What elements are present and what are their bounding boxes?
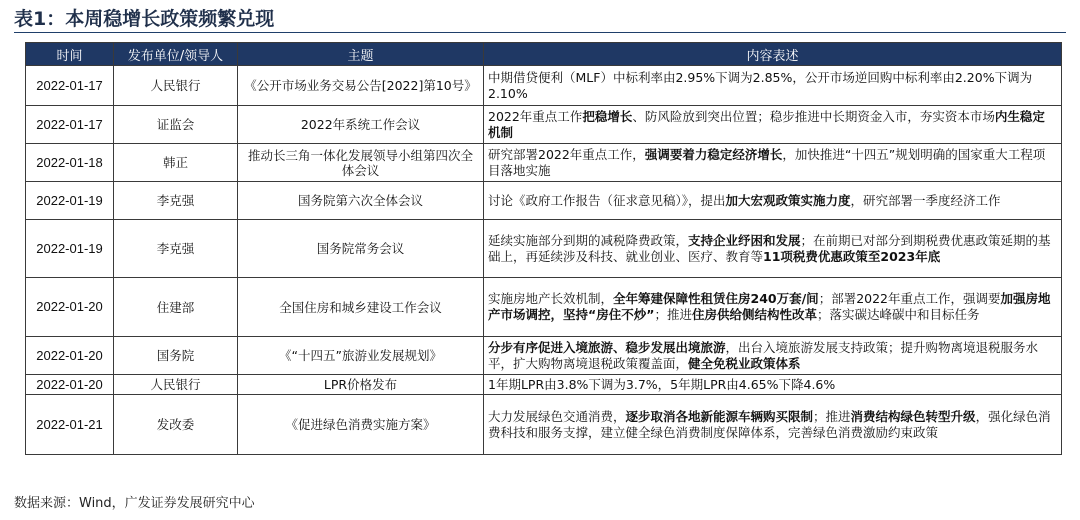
cell-publisher: 证监会 [114, 106, 238, 144]
cell-topic: 2022年系统工作会议 [238, 106, 484, 144]
cell-content [484, 66, 1062, 106]
cell-date: 2022-01-19 [26, 182, 114, 220]
cell-date: 2022-01-19 [26, 220, 114, 278]
cell-date: 2022-01-20 [26, 375, 114, 395]
content-text: 2022年重点工作 [488, 108, 583, 124]
content-emphasis: 加大宏观政策实施力度 [725, 192, 851, 208]
cell-content [484, 337, 1062, 375]
cell-date: 2022-01-17 [26, 106, 114, 144]
cell-publisher: 韩正 [114, 144, 238, 182]
table-row [26, 395, 1062, 455]
content-text: ，加快推进“十四五”规划明确的国家重大工程项目落地实施 [488, 146, 1046, 178]
content-text: 实施房地产长效机制， [488, 291, 614, 307]
cell-publisher: 李克强 [114, 220, 238, 278]
policy-table [25, 42, 1062, 455]
title-rule [14, 32, 1066, 33]
table-row [26, 106, 1062, 144]
content-emphasis: 分步有序促进入境旅游、稳步发展出境旅游 [488, 339, 726, 355]
cell-content [484, 144, 1062, 182]
content-emphasis: 支持企业纾困和发展 [688, 232, 801, 248]
cell-publisher: 国务院 [114, 337, 238, 375]
content-text: ；推进 [654, 307, 692, 322]
cell-content [484, 182, 1062, 220]
table-title: 表1：本周稳增长政策频繁兑现 [14, 8, 275, 30]
header-content: 内容表述 [484, 43, 1062, 66]
cell-content [484, 395, 1062, 455]
data-source-note: 数据来源：Wind，广发证券发展研究中心 [14, 496, 255, 511]
cell-topic: LPR价格发布 [238, 375, 484, 395]
table-row [26, 278, 1062, 337]
header-publisher: 发布单位/领导人 [114, 43, 238, 66]
content-text: 、防风险放到突出位置；稳步推进中长期资金入市，夯实资本市场 [632, 108, 995, 124]
cell-content [484, 220, 1062, 278]
content-emphasis: 11项税费优惠政策至2023年底 [763, 248, 941, 264]
cell-topic: 国务院常务会议 [238, 220, 484, 278]
content-text: 大力发展绿色交通消费， [488, 408, 626, 424]
content-text: ；落实碳达峰碳中和目标任务 [816, 307, 980, 322]
table-row [26, 375, 1062, 395]
content-text: ，强化绿色消费科技和服务支撑，建立健全绿色消费制度保障体系，完善绿色消费激励约束政策 [488, 408, 1051, 440]
content-emphasis: 住房供给侧结构性改革 [691, 307, 817, 322]
cell-date: 2022-01-18 [26, 144, 114, 182]
cell-topic: 推动长三角一体化发展领导小组第四次全体会议 [238, 144, 484, 182]
content-text: 1年期LPR由3.8%下调为3.7%，5年期LPR由4.65%下降4.6% [488, 376, 836, 392]
cell-content [484, 278, 1062, 337]
cell-content [484, 375, 1062, 395]
content-emphasis: 把稳增长 [582, 108, 633, 124]
content-text: 讨论《政府工作报告（征求意见稿）》，提出 [488, 192, 726, 208]
header-topic: 主题 [238, 43, 484, 66]
content-emphasis: 内生稳定机制 [488, 108, 1045, 140]
table-row [26, 66, 1062, 106]
cell-date: 2022-01-20 [26, 337, 114, 375]
cell-publisher: 发改委 [114, 395, 238, 455]
content-text: 延续实施部分到期的减税降费政策， [488, 232, 689, 248]
content-emphasis: 消费结构绿色转型升级 [850, 408, 976, 424]
cell-publisher: 人民银行 [114, 66, 238, 106]
cell-publisher: 住建部 [114, 278, 238, 337]
table-row [26, 144, 1062, 182]
content-emphasis: 全年筹建保障性租赁住房240万套/间 [613, 291, 819, 307]
table-row [26, 220, 1062, 278]
cell-topic: 《公开市场业务交易公告[2022]第10号》 [238, 66, 484, 106]
cell-topic: 《促进绿色消费实施方案》 [238, 395, 484, 455]
cell-content [484, 106, 1062, 144]
content-text: ；部署2022年重点工作，强调要 [818, 291, 1001, 307]
content-text: 研究部署2022年重点工作， [488, 146, 645, 162]
cell-date: 2022-01-21 [26, 395, 114, 455]
content-emphasis: 强调要着力稳定经济增长 [644, 146, 783, 162]
content-text: ；在前期已对部分到期税费优惠政策延期的基础上，再延续涉及科技、就业创业、医疗、教育等 [488, 232, 1051, 264]
cell-date: 2022-01-20 [26, 278, 114, 337]
content-text: ；推进 [813, 408, 851, 424]
content-emphasis: 加强房地产市场调控，坚持“房住不炒” [488, 291, 1051, 322]
content-emphasis: 逐步取消各地新能源车辆购买限制 [625, 408, 814, 424]
content-emphasis: 健全免税业政策体系 [688, 355, 801, 371]
cell-topic: 国务院第六次全体会议 [238, 182, 484, 220]
cell-topic: 全国住房和城乡建设工作会议 [238, 278, 484, 337]
cell-publisher: 人民银行 [114, 375, 238, 395]
cell-date: 2022-01-17 [26, 66, 114, 106]
content-text: 中期借贷便利（MLF）中标利率由2.95%下调为2.85%，公开市场逆回购中标利率由2.20%下调为2.10% [488, 69, 1033, 101]
table-header-row [26, 43, 1062, 66]
header-date: 时间 [26, 43, 114, 66]
table-row [26, 337, 1062, 375]
cell-publisher: 李克强 [114, 182, 238, 220]
content-text: ，出台入境旅游发展支持政策；提升购物离境退税服务水平，扩大购物离境退税政策覆盖面， [488, 339, 1039, 371]
content-text: ，研究部署一季度经济工作 [850, 192, 1001, 208]
cell-topic: 《“十四五”旅游业发展规划》 [238, 337, 484, 375]
table-row [26, 182, 1062, 220]
